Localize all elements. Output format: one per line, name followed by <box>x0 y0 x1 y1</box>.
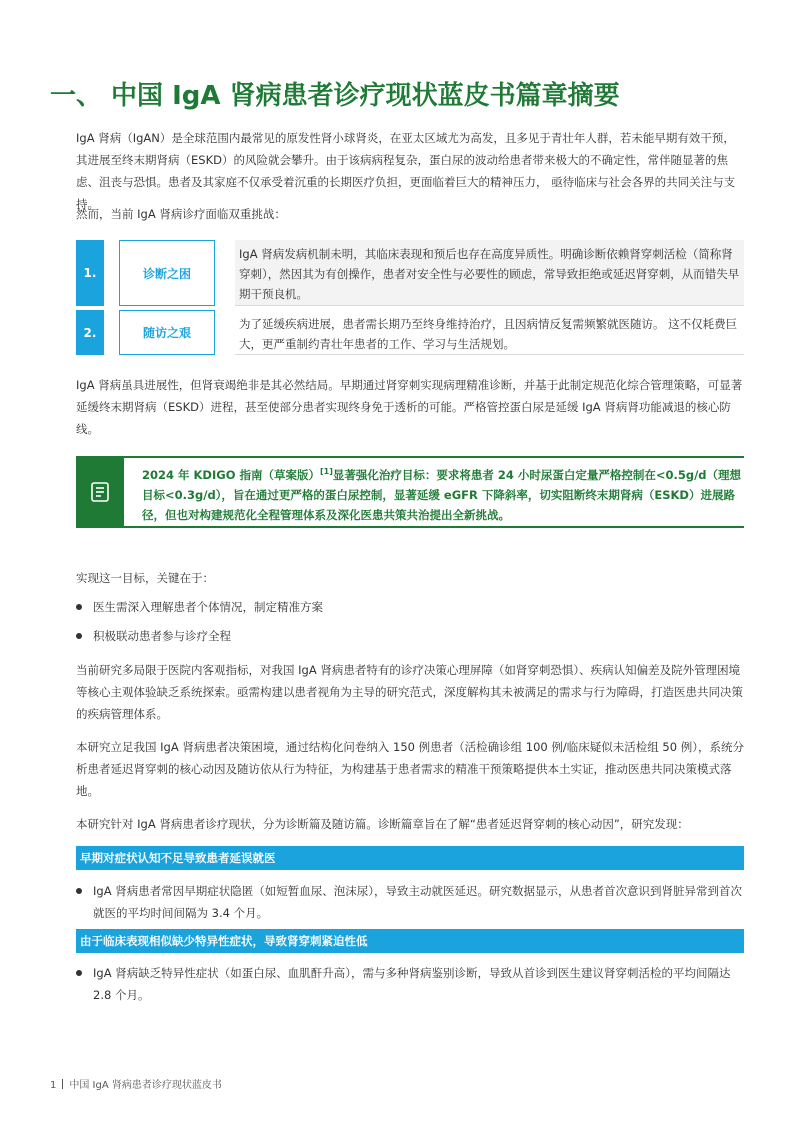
finding-heading: 早期对症状认知不足导致患者延误就医 <box>76 846 744 870</box>
bullet-dot <box>76 970 82 976</box>
citation-ref[interactable]: [1] <box>319 467 333 476</box>
finding-heading: 由于临床表现相似缺少特异性症状，导致肾穿刺紧迫性低 <box>76 929 744 953</box>
challenge-row <box>76 240 744 306</box>
bullet-dot <box>76 604 82 610</box>
challenge-number: 1. <box>76 240 104 306</box>
bullet-dot <box>76 888 82 894</box>
study-design-paragraph: 本研究立足我国 IgA 肾病患者决策困境，通过结构化问卷纳入 150 例患者（活检确诊组 100 例/临床疑似未活检组 50 例），系统分析患者延迟肾穿刺的核心动因及随访依从行为特征，为构建基于患者需求的精准干预策略提供本土实证，推动医患共同决策模式落地。 <box>76 740 744 798</box>
challenge-label: 诊断之困 <box>119 240 215 306</box>
list-item-text: 积极联动患者参与诊疗全程 <box>93 629 231 643</box>
challenge-text: 为了延缓疾病进展，患者需长期乃至终身维持治疗，且因病情反复需频繁就医随访。 这不仅耗费巨大，更严重制约青壮年患者的工作、学习与生活规划。 <box>235 310 744 355</box>
page-number: 1 <box>50 1080 57 1091</box>
callout-icon-box <box>76 458 124 526</box>
challenge-row <box>76 310 744 355</box>
guideline-callout <box>76 456 744 528</box>
footer-divider <box>62 1079 63 1089</box>
challenge-text: IgA 肾病发病机制未明，其临床表现和预后也存在高度异质性。明确诊断依赖肾穿刺活检（简称肾穿刺），然因其为有创操作，患者对安全性与必要性的顾虑，常导致拒绝或延迟肾穿刺，从而错失早期干预良机。 <box>235 240 744 306</box>
page-title: 一、 中国 IgA 肾病患者诊疗现状蓝皮书篇章摘要 <box>50 81 620 111</box>
progression-paragraph: IgA 肾病虽具进展性，但肾衰竭绝非是其必然结局。早期通过肾穿刺实现病理精准诊断，并基于此制定规范化综合管理策略，可显著延缓终末期肾病（ESKD）进程，甚至使部分患者实现终身免于透析的可能。严格管控蛋白尿是延缓 IgA 肾病肾功能减退的核心防线。 <box>76 378 743 436</box>
findings-lead: 本研究针对 IgA 肾病患者诊疗现状，分为诊断篇及随访篇。诊断篇章旨在了解“患者延迟肾穿刺的核心动因”，研究发现： <box>76 817 689 831</box>
research-gap-paragraph: 当前研究多局限于医院内客观指标，对我国 IgA 肾病患者特有的诊疗决策心理屏障（如肾穿刺恐惧）、疾病认知偏差及院外管理困境等核心主观体验缺乏系统探索。亟需构建以患者视角为主导的研究范式，深度解构其未被满足的需求与行为障碍，打造医患共同决策的疾病管理体系。 <box>76 663 743 721</box>
document-list-icon <box>89 481 111 503</box>
page-footer <box>50 1076 222 1091</box>
callout-body: 显著强化治疗目标：要求将患者 24 小时尿蛋白定量严格控制在<0.5g/d（理想目标<0.3g/d），旨在通过更严格的蛋白尿控制，显著延缓 eGFR 下降斜率，切实阻断终末期肾病（ESKD）进展路径，但也对构建规范化全程管理体系及深化医患共策共治提出全新挑战。 <box>142 467 742 522</box>
challenge-label: 随访之艰 <box>119 310 215 355</box>
list-item-text: IgA 肾病缺乏特异性症状（如蛋白尿、血肌酐升高），需与多种肾病鉴别诊断，导致从首诊到医生建议肾穿刺活检的平均间隔达 2.8 个月。 <box>93 966 731 1002</box>
footer-title: 中国 IgA 肾病患者诊疗现状蓝皮书 <box>69 1080 222 1091</box>
challenge-number: 2. <box>76 310 104 355</box>
list-item-text: IgA 肾病患者常因早期症状隐匿（如短暂血尿、泡沫尿），导致主动就医延迟。研究数据显示，从患者首次意识到肾脏异常到首次就医的平均时间间隔为 3.4 个月。 <box>93 884 742 920</box>
key-lead: 实现这一目标，关键在于： <box>76 571 214 585</box>
callout-lead: 2024 年 KDIGO 指南（草案版） <box>142 467 320 482</box>
list-item-text: 医生需深入理解患者个体情况，制定精准方案 <box>93 600 323 614</box>
callout-text <box>142 462 742 525</box>
challenge-lead: 然而，当前 IgA 肾病诊疗面临双重挑战： <box>76 207 286 221</box>
bullet-dot <box>76 633 82 639</box>
intro-paragraph <box>76 127 744 215</box>
intro-text: IgA 肾病（IgAN）是全球范围内最常见的原发性肾小球肾炎，在亚太区域尤为高发，且多见于青壮年人群，若未能早期有效干预，其进展至终末期肾病（ESKD）的风险就会攀升。由于该病病程复杂，蛋白尿的波动给患者带来极大的不确定性，常伴随显著的焦虑、沮丧与恐惧。患者及其家庭不仅承受着沉重的长期医疗负担，更面临着巨大的精神压力， 亟待临床与社会各界的共同关注与支持。 <box>76 131 736 211</box>
